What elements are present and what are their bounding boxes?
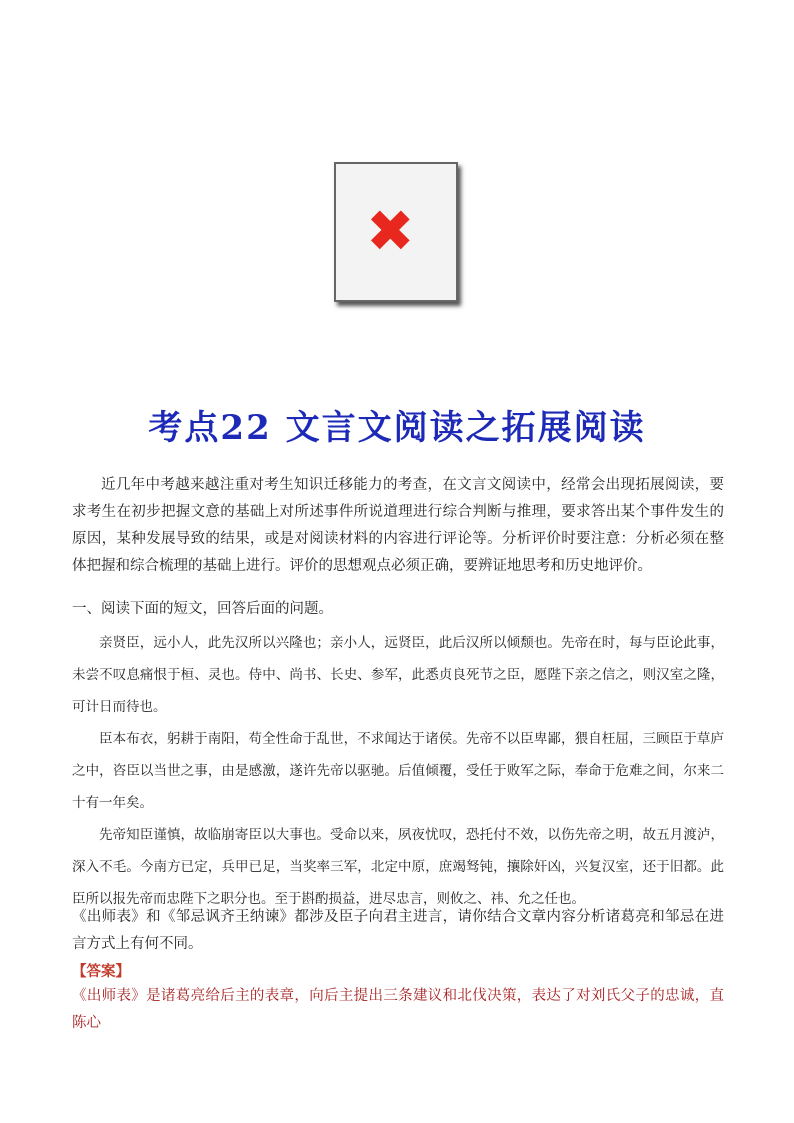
broken-image-icon: ✖ [366,197,415,265]
section-heading: 一、阅读下面的短文，回答后面的问题。 [72,601,333,617]
intro-paragraph: 近几年中考越来越注重对考生知识迁移能力的考查，在文言文阅读中，经常会出现拓展阅读，要求考生在初步把握文意的基础上对所述事件所说道理进行综合判断与推理，要求答出某个事件发生的原因，某种发展导致的结果，或是对阅读材料的内容进行评论等。分析评价时要注意：分析必须在整体把握和综合梳理的基础上进行。评价的思想观点必须正确，要辨证地思考和历史地评价。 [72,477,724,574]
broken-image-placeholder [334,162,458,302]
answer-label: 【答案】 [72,964,130,980]
passage-paragraph: 亲贤臣，远小人，此先汉所以兴隆也；亲小人，远贤臣，此后汉所以倾颓也。先帝在时，每与臣论此事，未尝不叹息痛恨于桓、灵也。侍中、尚书、长史、参军，此悉贞良死节之臣，愿陛下亲之信之，则汉室之隆，可计日而待也。 [72,635,724,715]
question-block [72,904,724,1037]
question-text: 《出师表》和《邹忌讽齐王纳谏》都涉及臣子向君主进言，请你结合文章内容分析诸葛亮和邹忌在进言方式上有何不同。 [72,909,724,952]
page-title: 考点22 文言文阅读之拓展阅读 [148,408,646,448]
section-block [72,596,724,623]
passage-paragraph: 臣本布衣，躬耕于南阳，苟全性命于乱世，不求闻达于诸侯。先帝不以臣卑鄙，猥自枉屈，三顾臣于草庐之中，咨臣以当世之事，由是感激，遂许先帝以驱驰。后值倾覆，受任于败军之际，奉命于危难之间，尔来二十有一年矣。 [72,731,724,811]
intro-block [72,472,724,580]
passage-block [72,627,724,915]
answer-text: 《出师表》是诸葛亮给后主的表章，向后主提出三条建议和北伐决策，表达了对刘氏父子的忠诚，直陈心 [72,988,724,1031]
passage-paragraph: 先帝知臣谨慎，故临崩寄臣以大事也。受命以来，夙夜忧叹，恐托付不效，以伤先帝之明，故五月渡泸，深入不毛。今南方已定，兵甲已足，当奖率三军，北定中原，庶竭驽钝，攘除奸凶，兴复汉室，还于旧都。此臣所以报先帝而忠陛下之职分也。至于斟酌损益，进尽忠言，则攸之、祎、允之任也。 [72,827,724,907]
